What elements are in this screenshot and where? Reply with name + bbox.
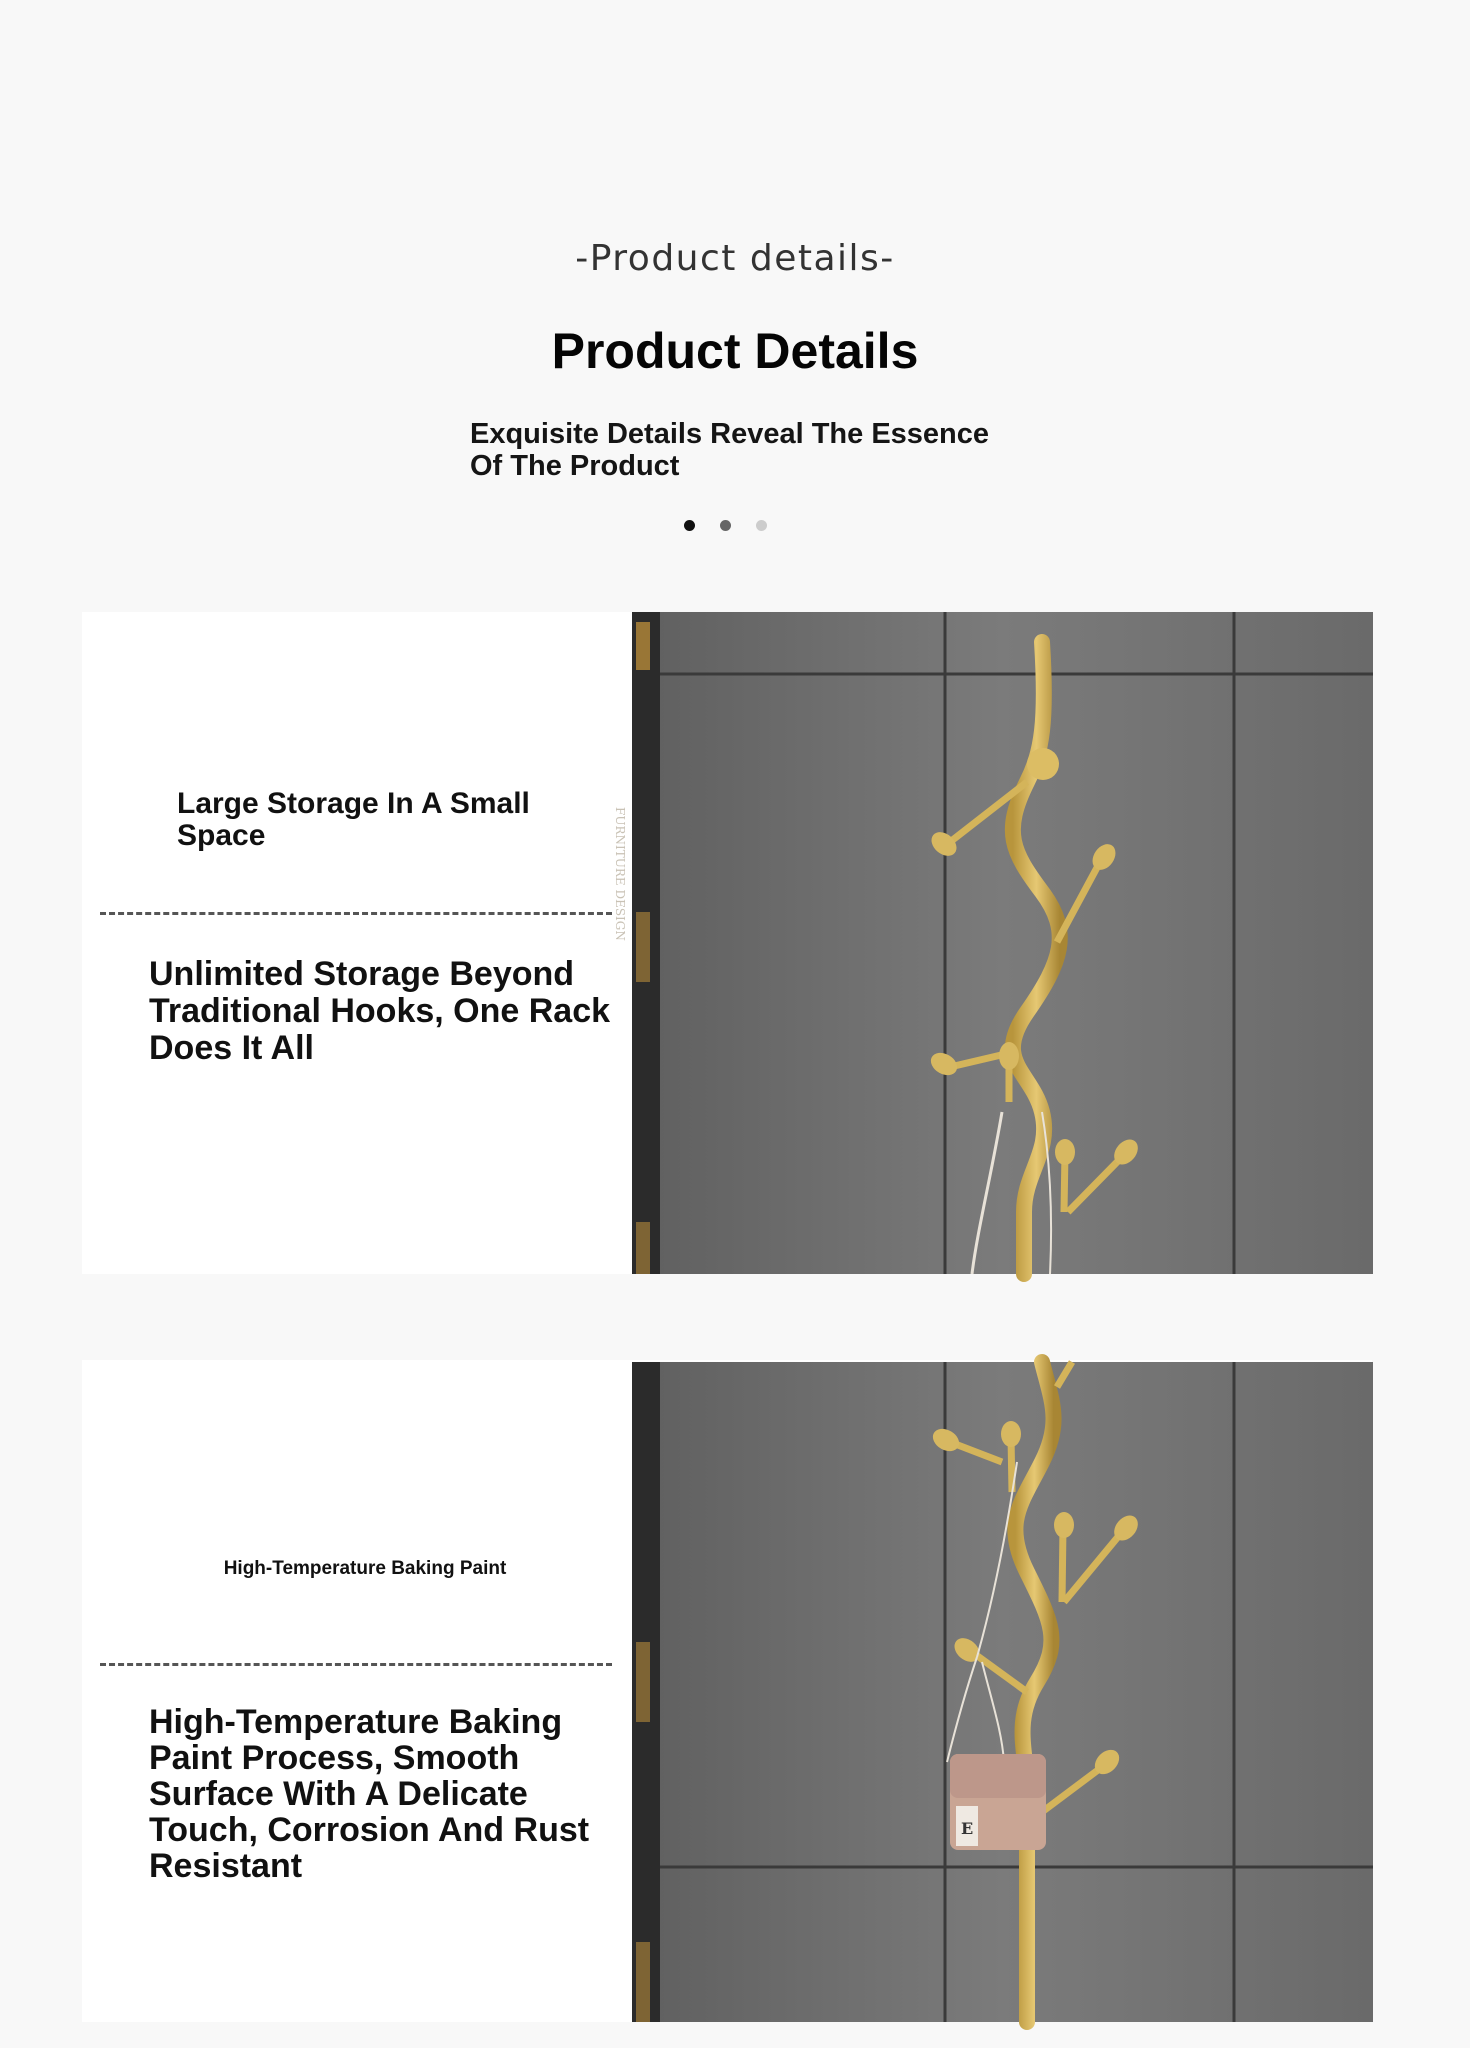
book-spine-text: FURNITURE DESIGN	[613, 807, 627, 941]
coat-rack-illustration	[632, 612, 1373, 1274]
page-subtitle: Exquisite Details Reveal The Essence Of The Product	[470, 418, 990, 482]
bag-tag-letter: E	[961, 1819, 974, 1838]
feature-description: Unlimited Storage Beyond Traditional Hooks, One Rack Does It All	[149, 955, 611, 1067]
dashed-divider	[100, 1663, 612, 1666]
feature-heading: High-Temperature Baking Paint	[223, 1558, 507, 1579]
feature-description: High-Temperature Baking Paint Process, Smooth Surface With A Delicate Touch, Corrosion And Rust Resistant	[149, 1703, 590, 1885]
section-eyebrow: -Product details-	[575, 238, 895, 279]
feature-heading: Large Storage In A Small Space	[177, 787, 530, 852]
coat-rack-photo	[632, 612, 1373, 1274]
coat-rack-bag-illustration	[613, 807, 1373, 2022]
carousel-dots	[684, 520, 764, 534]
carousel-dot-1[interactable]	[684, 520, 695, 531]
carousel-dot-2[interactable]	[720, 520, 731, 531]
coat-rack-bag-photo	[613, 807, 1373, 2022]
page-title: Product Details	[551, 323, 919, 379]
carousel-dot-3[interactable]	[756, 520, 767, 531]
dashed-divider	[100, 912, 612, 915]
